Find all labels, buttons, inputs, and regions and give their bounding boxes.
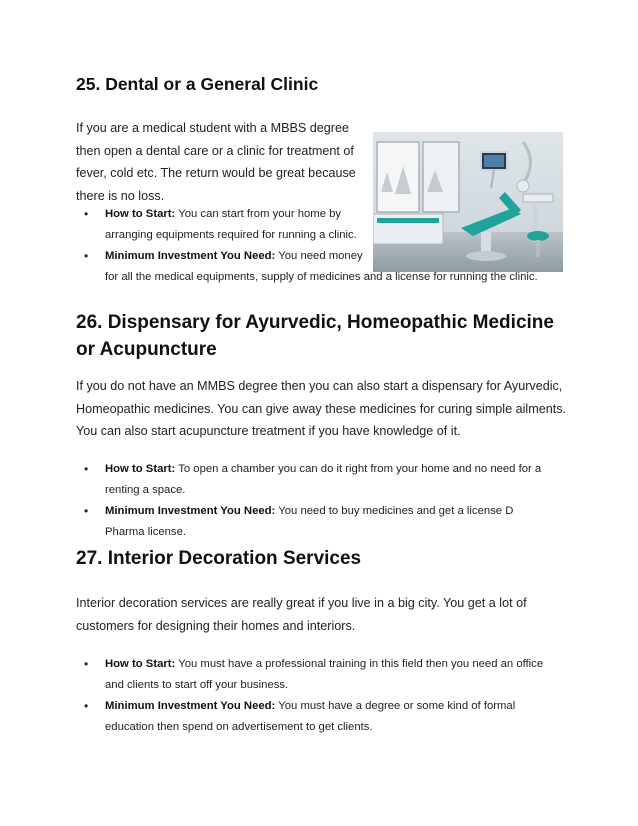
bullet-icon: • (84, 249, 89, 263)
bullet-text: You must have a professional training in this field then you need an office and clients to start off your business. (105, 658, 544, 691)
section-bullets-25 (84, 204, 554, 288)
list-item (84, 459, 554, 501)
bullet-text: You can start from your home by arranging equipments required for running a clinic. (105, 208, 357, 241)
section-heading-25: 25. Dental or a General Clinic (76, 74, 319, 94)
bullet-icon: • (84, 462, 89, 476)
section-paragraph-25: If you are a medical student with a MBBS degree then open a dental care or a clinic for treatment of fever, cold etc. The return would be great because there is no loss. (76, 121, 356, 203)
list-item (84, 696, 554, 738)
bullet-label: How to Start: (105, 658, 176, 670)
section-paragraph-26: If you do not have an MMBS degree then you can also start a dispensary for Ayurvedic, Homeopathic medicines. You can give away these medicines for curing simple ailments. You can also start acupuncture treatment if you have knowledge of it. (76, 379, 567, 438)
list-item (84, 654, 554, 696)
bullet-icon: • (84, 504, 89, 518)
section-heading-27: 27. Interior Decoration Services (76, 548, 362, 569)
bullet-text: You need money (275, 250, 363, 262)
bullet-label: Minimum Investment You Need: (105, 250, 276, 262)
section-bullets-27 (84, 654, 554, 738)
section-bullets-26 (84, 459, 554, 543)
bullet-text: To open a chamber you can do it right from your home and no need for a renting a space. (105, 463, 542, 496)
list-item (84, 246, 554, 288)
bullet-icon: • (84, 657, 89, 671)
list-item (84, 204, 365, 246)
bullet-label: How to Start: (105, 463, 176, 475)
section-heading-26: 26. Dispensary for Ayurvedic, Homeopathic Medicine or Acupuncture (76, 312, 554, 360)
bullet-icon: • (84, 207, 89, 221)
list-item (84, 501, 554, 543)
section-paragraph-27: Interior decoration services are really great if you live in a big city. You get a lot of customers for designing their homes and interiors. (76, 596, 527, 633)
bullet-label: Minimum Investment You Need: (105, 700, 276, 712)
bullet-label: Minimum Investment You Need: (105, 505, 276, 517)
bullet-text: You must have a degree or some kind of formal education then spend on advertisement to get clients. (105, 700, 516, 733)
bullet-icon: • (84, 699, 89, 713)
bullet-text-continued: for all the medical equipments, supply of medicines and a license for running the clinic. (105, 271, 538, 283)
bullet-text: You need to buy medicines and get a license D Pharma license. (105, 505, 514, 538)
bullet-label: How to Start: (105, 208, 176, 220)
